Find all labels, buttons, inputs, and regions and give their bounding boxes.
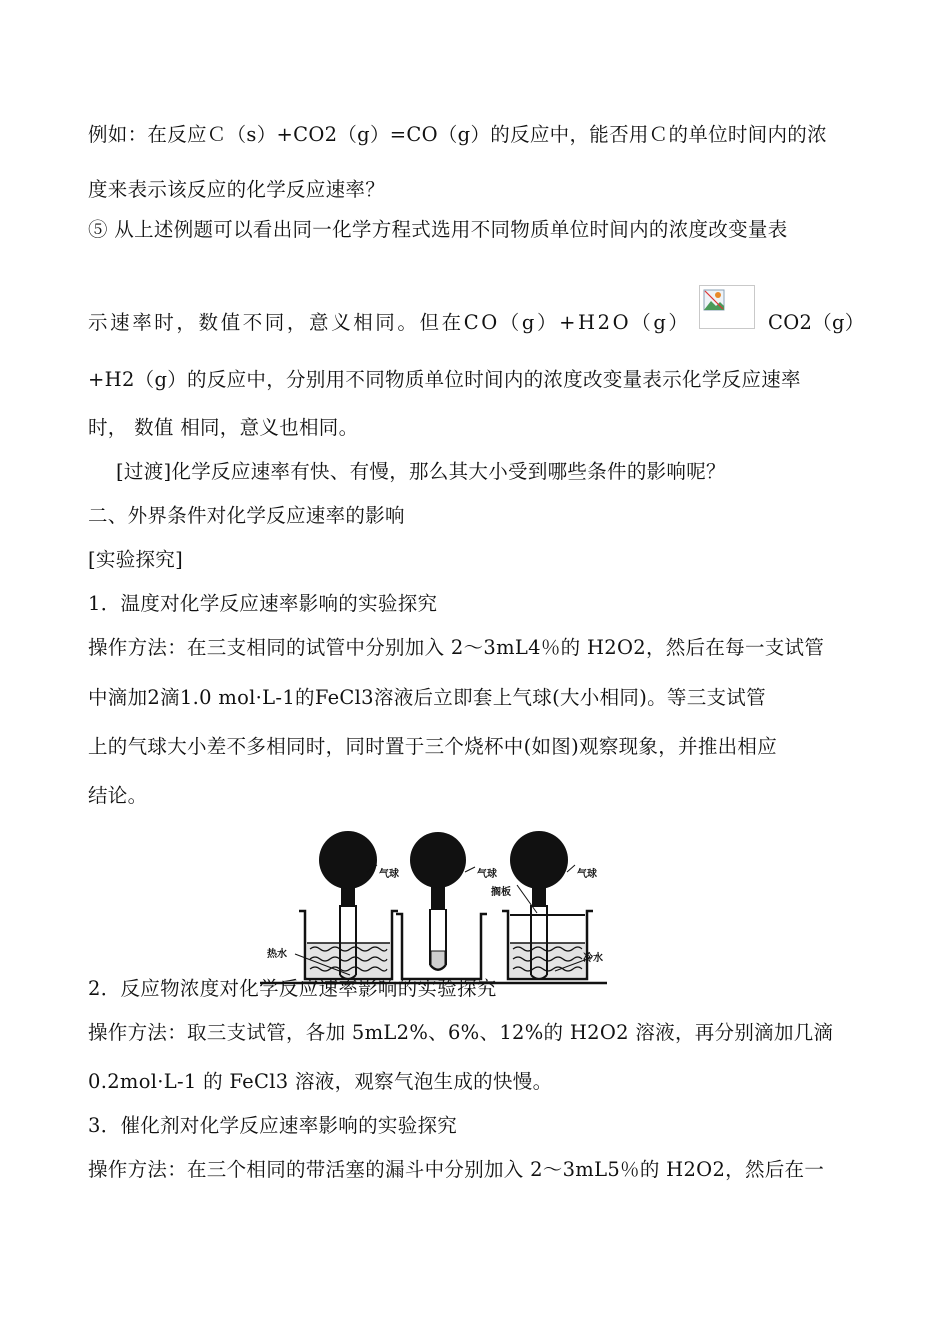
balloon-label-3: 气球 (577, 869, 597, 880)
hot-water-label: 热水 (267, 949, 287, 960)
subheading-2: 2．反应物浓度对化学反应速率影响的实验探究 (88, 977, 497, 1000)
cold-water-label: 冷水 (583, 953, 603, 964)
equilibrium-arrow-image (699, 285, 755, 329)
balloon-label-1: 气球 (379, 869, 399, 880)
paragraph-line-7: [过渡]化学反应速率有快、有慢，那么其大小受到哪些条件的影响呢？ (116, 460, 726, 483)
beaker-diagram (255, 825, 610, 995)
section-heading-2: 二、外界条件对化学反应速率的影响 (88, 504, 405, 527)
paragraph-line-4a: 示速率时，数值不同，意义相同。但在CO（g）+H2O（g） (88, 311, 691, 334)
paragraph-line-13: 上的气球大小差不多相同时，同时置于三个烧杯中(如图)观察现象，并推出相应 (88, 735, 778, 758)
paragraph-line-16: 操作方法：取三支试管，各加 5mL2%、6%、12%的 H2O2 溶液，再分别滴加几滴 (88, 1021, 834, 1044)
broken-image-icon (703, 289, 725, 315)
beaker-cold-water (502, 831, 593, 979)
paragraph-line-4b: CO2（g） (768, 311, 865, 334)
plate-label: 搁板 (491, 887, 511, 898)
balloon-label-2: 气球 (477, 869, 497, 880)
subheading-3: 3．催化剂对化学反应速率影响的实验探究 (88, 1114, 458, 1137)
paragraph-line-6: 时， 数值 相同，意义也相同。 (88, 416, 359, 439)
experiment-figure (255, 825, 610, 995)
subheading-1: 1．温度对化学反应速率影响的实验探究 (88, 592, 438, 615)
paragraph-line-3: ⑤ 从上述例题可以看出同一化学方程式选用不同物质单位时间内的浓度改变量表 (88, 218, 788, 241)
experiment-label: [实验探究] (88, 548, 184, 571)
paragraph-line-17: 0.2mol·L-1 的 FeCl3 溶液，观察气泡生成的快慢。 (88, 1070, 553, 1093)
paragraph-line-2: 度来表示该反应的化学反应速率？ (88, 178, 386, 201)
beaker-room-temp (396, 832, 487, 979)
paragraph-line-5: +H2（g）的反应中，分别用不同物质单位时间内的浓度改变量表示化学反应速率 (88, 368, 801, 391)
paragraph-line-11: 操作方法：在三支相同的试管中分别加入 2～3mL4％的 H2O2，然后在每一支试管 (88, 636, 825, 659)
paragraph-line-1: 例如：在反应Ｃ（s）+CO2（g）=CO（g）的反应中，能否用Ｃ的单位时间内的浓 (88, 123, 827, 146)
beaker-hot-water (295, 831, 398, 979)
paragraph-line-12: 中滴加2滴1.0 mol·L-1的FeCl3溶液后立即套上气球(大小相同)。等三支试管 (88, 686, 766, 709)
paragraph-line-14: 结论。 (88, 784, 148, 807)
paragraph-line-19: 操作方法：在三个相同的带活塞的漏斗中分别加入 2～3mL5％的 H2O2，然后在一 (88, 1158, 825, 1181)
